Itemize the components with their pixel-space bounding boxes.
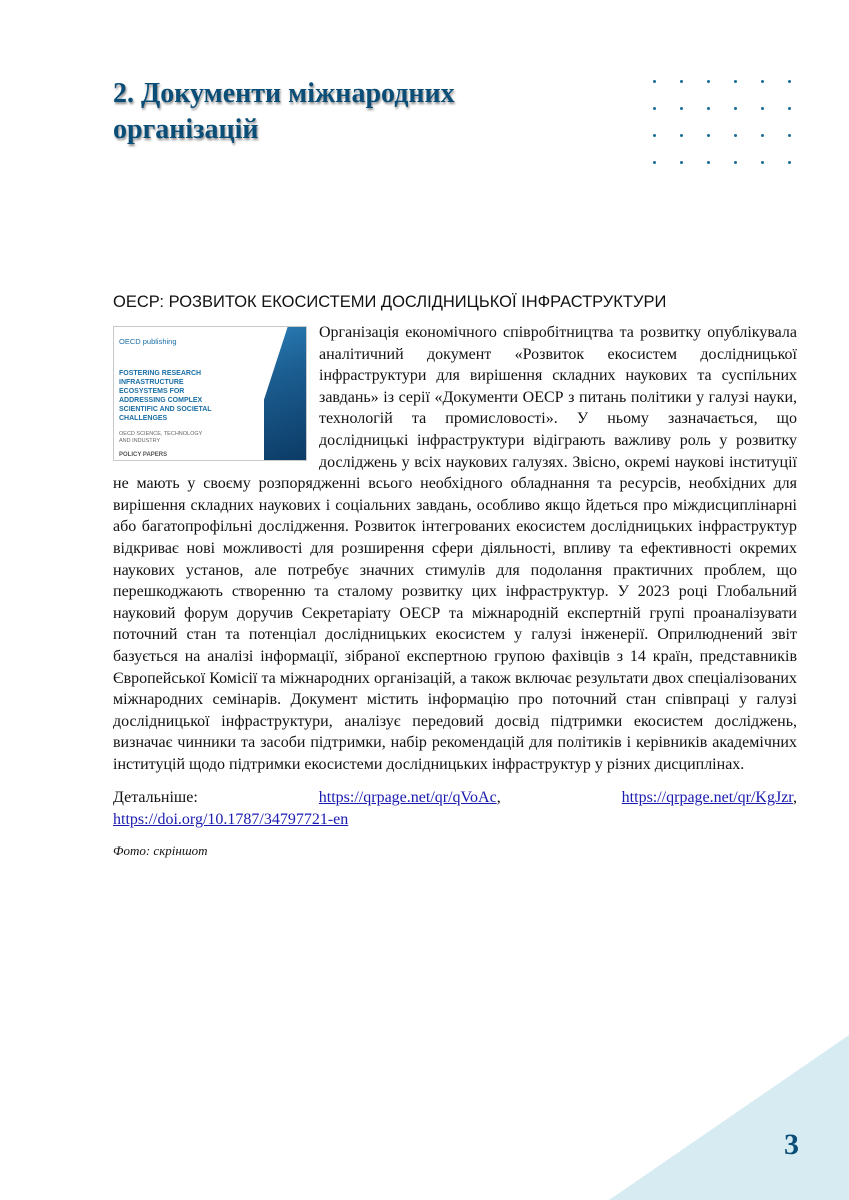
dot <box>734 80 737 83</box>
dot <box>734 107 737 110</box>
cover-title: FOSTERING RESEARCH INFRASTRUCTURE ECOSYSTEMS FOR ADDRESSING COMPLEX SCIENTIFIC AND SOCIETAL CHALLENGES <box>119 369 212 422</box>
link-doi[interactable]: https://doi.org/10.1787/34797721-en <box>113 811 349 829</box>
dot <box>788 134 791 137</box>
cover-text-panel <box>114 327 264 460</box>
link-qrpage-2[interactable]: https://qrpage.net/qr/KgJzr <box>621 789 793 807</box>
more-info-line <box>113 787 797 809</box>
cover-series-bold: POLICY PAPERS <box>119 451 168 458</box>
link-separator: , <box>496 789 501 807</box>
dot <box>707 107 710 110</box>
corner-decoration <box>609 1035 849 1200</box>
cover-series: OECD SCIENCE, TECHNOLOGY AND INDUSTRY <box>119 430 203 444</box>
dot <box>761 161 764 164</box>
dot <box>680 80 683 83</box>
more-label: Детальніше: <box>113 789 198 807</box>
dot <box>653 161 656 164</box>
dot <box>707 80 710 83</box>
link-separator: , <box>793 789 797 807</box>
dot <box>788 80 791 83</box>
dot <box>680 107 683 110</box>
dot <box>788 107 791 110</box>
dot <box>734 161 737 164</box>
section-title: 2. Документи міжнародних організацій <box>113 78 455 145</box>
dot <box>707 134 710 137</box>
photo-caption: Фото: скріншот <box>113 842 208 858</box>
dot <box>761 107 764 110</box>
dot <box>680 161 683 164</box>
more-info-line-2 <box>113 809 797 831</box>
dot <box>734 134 737 137</box>
link-qrpage-1[interactable]: https://qrpage.net/qr/qVoAc <box>318 789 497 807</box>
article-title: ОЕСР: РОЗВИТОК ЕКОСИСТЕМИ ДОСЛІДНИЦЬКОЇ ІНФРАСТРУКТУРИ <box>113 293 667 311</box>
dot <box>707 161 710 164</box>
dot <box>653 107 656 110</box>
page-number: 3 <box>784 1128 799 1161</box>
dot <box>761 134 764 137</box>
dot <box>788 161 791 164</box>
report-cover-image <box>113 326 307 461</box>
article-body <box>113 322 797 861</box>
cover-publisher: OECD publishing <box>119 337 177 346</box>
dot <box>761 80 764 83</box>
decorative-dot-grid <box>653 80 791 164</box>
dot <box>680 134 683 137</box>
dot <box>653 80 656 83</box>
dot <box>653 134 656 137</box>
article-paragraph: Організація економічного співробітництва та розвитку опублікувала аналітичний документ «Розвиток екосистем дослідницької інфраструктури для вирішення складних наукових та суспільних завдань» із серії «Документи ОЕСР з питань політики у галузі науки, технологій та промисловості». У ньому зазначається, що дослідницькі інфраструктури відіграють важливу роль у розвитку досліджень у всіх наукових галузях. Звісно, окремі наукові інституції не мають у своєму розпорядженні всього необхідного обладнання та ресурсів, необхідних для вирішення складних наукових і соціальних завдань, особливо якщо йдеться про міждисциплінарні або багатопрофільні дослідження. Розвиток інтегрованих екосистем дослідницьких інфраструктур відкриває нові можливості для розширення сфери діяльності, впливу та ефективності окремих наукових установ, але потребує значних стимулів для подолання практичних проблем, що перешкоджають створенню та сталому розвитку цих інфраструктур. У 2023 році Глобальний науковий форум доручив Секретаріату ОЕСР та міжнародній експертній групі проаналізувати поточний стан та потенціал дослідницьких екосистем у галузі інженерії. Оприлюднений звіт базується на аналізі інформації, зібраної експертною групою фахівців з 14 країн, представників Європейської Комісії та міжнародних організацій, а також включає результати двох спеціалізованих міжнародних семінарів. Документ містить інформацію про поточний стан співпраці у галузі дослідницької інфраструктури, аналізує передовий досвід підтримки екосистем досліджень, визначає чинники та засоби підтримки, набір рекомендацій для політиків і керівників академічних інституцій щодо підтримки екосистеми дослідницьких інфраструктур у різних дисциплінах. <box>113 324 797 773</box>
